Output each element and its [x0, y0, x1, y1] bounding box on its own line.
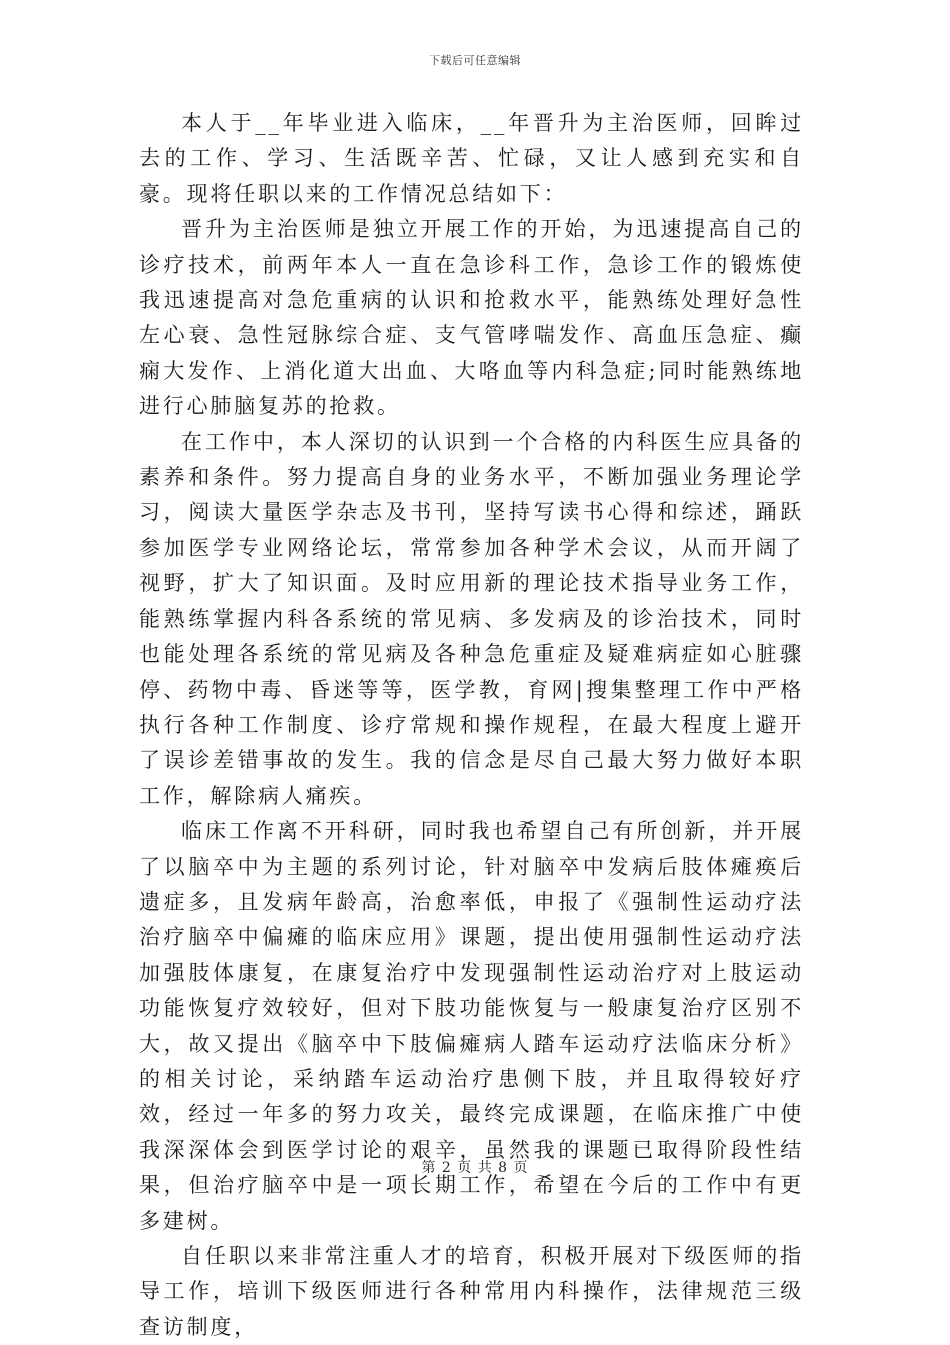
page-number-footer: 第 2 页 共 8 页 [421, 1160, 529, 1176]
page-header-note: 下载后可任意编辑 [429, 54, 521, 67]
paragraph-research: 临床工作离不开科研，同时我也希望自己有所创新，并开展了以脑卒中为主题的系列讨论，针对脑卒中发病后肢体瘫痪后遗症多，且发病年龄高，治愈率低，申报了《强制性运动疗法治疗脑卒中偏瘫的临床应用》课题，提出使用强制性运动疗法加强肢体康复，在康复治疗中发现强制性运动治疗对上肢运动功能恢复疗效较好，但对下肢功能恢复与一般康复治疗区别不大，故又提出《脑卒中下肢偏瘫病人踏车运动疗法临床分析》的相关讨论，采纳踏车运动治疗患侧下肢，并且取得较好疗效，经过一年多的努力攻关，最终完成课题，在临床推广中使我深深体会到医学讨论的艰辛，虽然我的课题已取得阶段性结果，但治疗脑卒中是一项长期工作，希望在今后的工作中有更多建树。 [139, 819, 804, 1233]
paragraph-professional-growth: 在工作中，本人深切的认识到一个合格的内科医生应具备的素养和条件。努力提高自身的业务水平，不断加强业务理论学习，阅读大量医学杂志及书刊，坚持写读书心得和综述，踊跃参加医学专业网络论坛，常常参加各种学术会议，从而开阔了视野，扩大了知识面。及时应用新的理论技术指导业务工作，能熟练掌握内科各系统的常见病、多发病及的诊治技术，同时也能处理各系统的常见病及各种急危重症及疑难病症如心脏骤停、药物中毒、昏迷等等，医学教，育网|搜集整理工作中严格执行各种工作制度、诊疗常规和操作规程，在最大程度上避开了误诊差错事故的发生。我的信念是尽自己最大努力做好本职工作，解除病人痛疾。 [139, 429, 804, 808]
paragraph-emergency-work: 晋升为主治医师是独立开展工作的开始，为迅速提高自己的诊疗技术，前两年本人一直在急诊科工作，急诊工作的锻炼使我迅速提高对急危重病的认识和抢救水平，能熟练处理好急性左心衰、急性冠脉综合症、支气管哮喘发作、高血压急症、癫痫大发作、上消化道大出血、大咯血等内科急症;同时能熟练地进行心肺脑复苏的抢救。 [139, 217, 804, 419]
paragraph-intro: 本人于__年毕业进入临床，__年晋升为主治医师，回眸过去的工作、学习、生活既辛苦、忙碌，又让人感到充实和自豪。现将任职以来的工作情况总结如下： [139, 111, 804, 206]
paragraph-training: 自任职以来非常注重人才的培育，积极开展对下级医师的指导工作，培训下级医师进行各种常用内科操作，法律规范三级查访制度， [139, 1244, 804, 1339]
